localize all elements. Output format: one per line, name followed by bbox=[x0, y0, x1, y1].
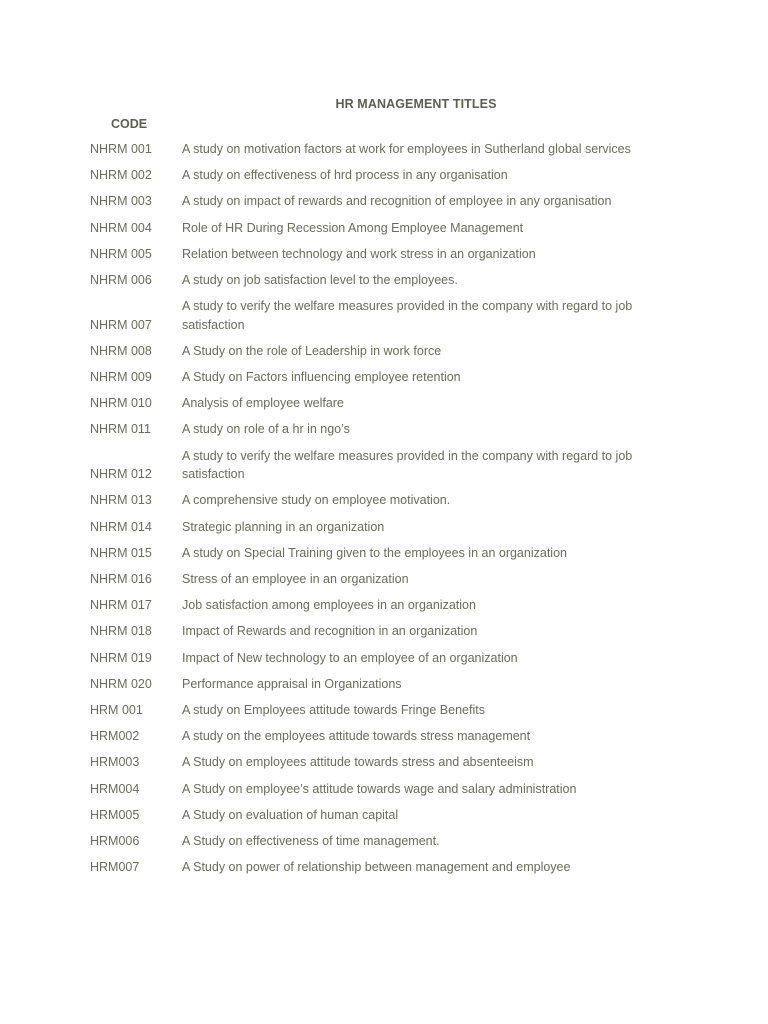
list-item bbox=[90, 596, 680, 615]
row-title: A study on effectiveness of hrd process in any organisation bbox=[182, 168, 508, 183]
row-title: A Study on effectiveness of time management. bbox=[182, 833, 440, 848]
row-code: HRM007 bbox=[90, 860, 140, 875]
row-title: Strategic planning in an organization bbox=[182, 519, 385, 534]
row-code: NHRM 020 bbox=[90, 676, 152, 691]
list-item bbox=[90, 140, 680, 159]
row-title: Role of HR During Recession Among Employee Management bbox=[182, 220, 524, 235]
row-code: NHRM 007 bbox=[90, 317, 152, 332]
list-item bbox=[90, 649, 680, 668]
row-title: Impact of Rewards and recognition in an organization bbox=[182, 624, 478, 639]
list-item bbox=[90, 544, 680, 563]
code-column-header: CODE bbox=[111, 117, 148, 131]
row-code: HRM004 bbox=[90, 781, 140, 796]
row-code: NHRM 014 bbox=[90, 519, 152, 534]
row-code: NHRM 004 bbox=[90, 220, 152, 235]
row-title: A Study on the role of Leadership in work force bbox=[182, 343, 442, 358]
row-code: NHRM 010 bbox=[90, 396, 152, 411]
list-item bbox=[90, 858, 680, 877]
row-code: NHRM 016 bbox=[90, 572, 152, 586]
list-item bbox=[90, 518, 680, 537]
row-title: A study to verify the welfare measures provided in the company with regard to job satisfaction bbox=[182, 299, 633, 332]
row-title: A study on job satisfaction level to the employees. bbox=[182, 272, 458, 287]
list-item bbox=[90, 192, 680, 211]
row-code: HRM006 bbox=[90, 833, 140, 848]
list-item bbox=[90, 394, 680, 413]
row-title: A Study on employees attitude towards stress and absenteeism bbox=[182, 755, 534, 770]
list-item bbox=[90, 806, 680, 825]
row-title: Analysis of employee welfare bbox=[182, 396, 344, 411]
row-title: A Study on power of relationship between management and employee bbox=[182, 860, 571, 875]
row-code: NHRM 018 bbox=[90, 624, 152, 639]
row-title: Job satisfaction among employees in an organization bbox=[182, 598, 476, 613]
list-item bbox=[90, 166, 680, 185]
row-code: NHRM 015 bbox=[90, 545, 152, 560]
row-title: A Study on evaluation of human capital bbox=[182, 807, 399, 822]
row-title: A Study on Factors influencing employee retention bbox=[182, 370, 461, 385]
list-item bbox=[90, 570, 680, 589]
row-code: HRM005 bbox=[90, 807, 140, 822]
row-code: NHRM 001 bbox=[90, 142, 152, 156]
row-code: NHRM 012 bbox=[90, 467, 152, 482]
titles-list bbox=[90, 140, 680, 884]
row-title: A study on role of a hr in ngo’s bbox=[182, 422, 350, 437]
row-title: Performance appraisal in Organizations bbox=[182, 676, 402, 691]
row-title: A study on impact of rewards and recognition of employee in any organisation bbox=[182, 194, 612, 209]
row-title: A Study on employee’s attitude towards wage and salary administration bbox=[182, 781, 577, 796]
row-code: NHRM 011 bbox=[90, 422, 151, 437]
list-item bbox=[90, 342, 680, 361]
list-item bbox=[90, 701, 680, 720]
row-title: A study on Employees attitude towards Fringe Benefits bbox=[182, 702, 485, 717]
row-code: NHRM 013 bbox=[90, 493, 152, 508]
list-item bbox=[90, 420, 680, 439]
row-code: NHRM 009 bbox=[90, 370, 152, 385]
list-item bbox=[90, 368, 680, 387]
row-code: NHRM 006 bbox=[90, 272, 152, 287]
list-item bbox=[90, 245, 680, 264]
row-code: NHRM 005 bbox=[90, 246, 152, 261]
list-item bbox=[90, 727, 680, 746]
page-title: HR MANAGEMENT TITLES bbox=[335, 97, 497, 111]
row-title: A study to verify the welfare measures provided in the company with regard to job satisfaction bbox=[182, 448, 633, 482]
row-title: Impact of New technology to an employee of an organization bbox=[182, 650, 518, 665]
list-item bbox=[90, 219, 680, 238]
row-code: NHRM 003 bbox=[90, 194, 152, 209]
row-title: Relation between technology and work stress in an organization bbox=[182, 246, 536, 261]
list-item bbox=[90, 491, 680, 510]
row-title: A comprehensive study on employee motivation. bbox=[182, 493, 451, 508]
row-code: NHRM 019 bbox=[90, 650, 152, 665]
row-code: HRM 001 bbox=[90, 702, 143, 717]
list-item bbox=[90, 675, 680, 694]
row-code: HRM002 bbox=[90, 729, 140, 744]
row-title: Stress of an employee in an organization bbox=[182, 572, 409, 586]
row-title: A study on motivation factors at work for employees in Sutherland global services bbox=[182, 142, 631, 156]
row-title: A study on Special Training given to the employees in an organization bbox=[182, 545, 567, 560]
list-item bbox=[90, 271, 680, 290]
list-item bbox=[90, 297, 680, 334]
row-code: HRM003 bbox=[90, 755, 140, 770]
list-item bbox=[90, 447, 680, 484]
row-code: NHRM 008 bbox=[90, 343, 152, 358]
row-code: NHRM 017 bbox=[90, 598, 152, 613]
list-item bbox=[90, 832, 680, 851]
list-item bbox=[90, 622, 680, 641]
row-title: A study on the employees attitude towards stress management bbox=[182, 729, 531, 744]
list-item bbox=[90, 753, 680, 772]
row-code: NHRM 002 bbox=[90, 168, 152, 183]
list-item bbox=[90, 780, 680, 799]
